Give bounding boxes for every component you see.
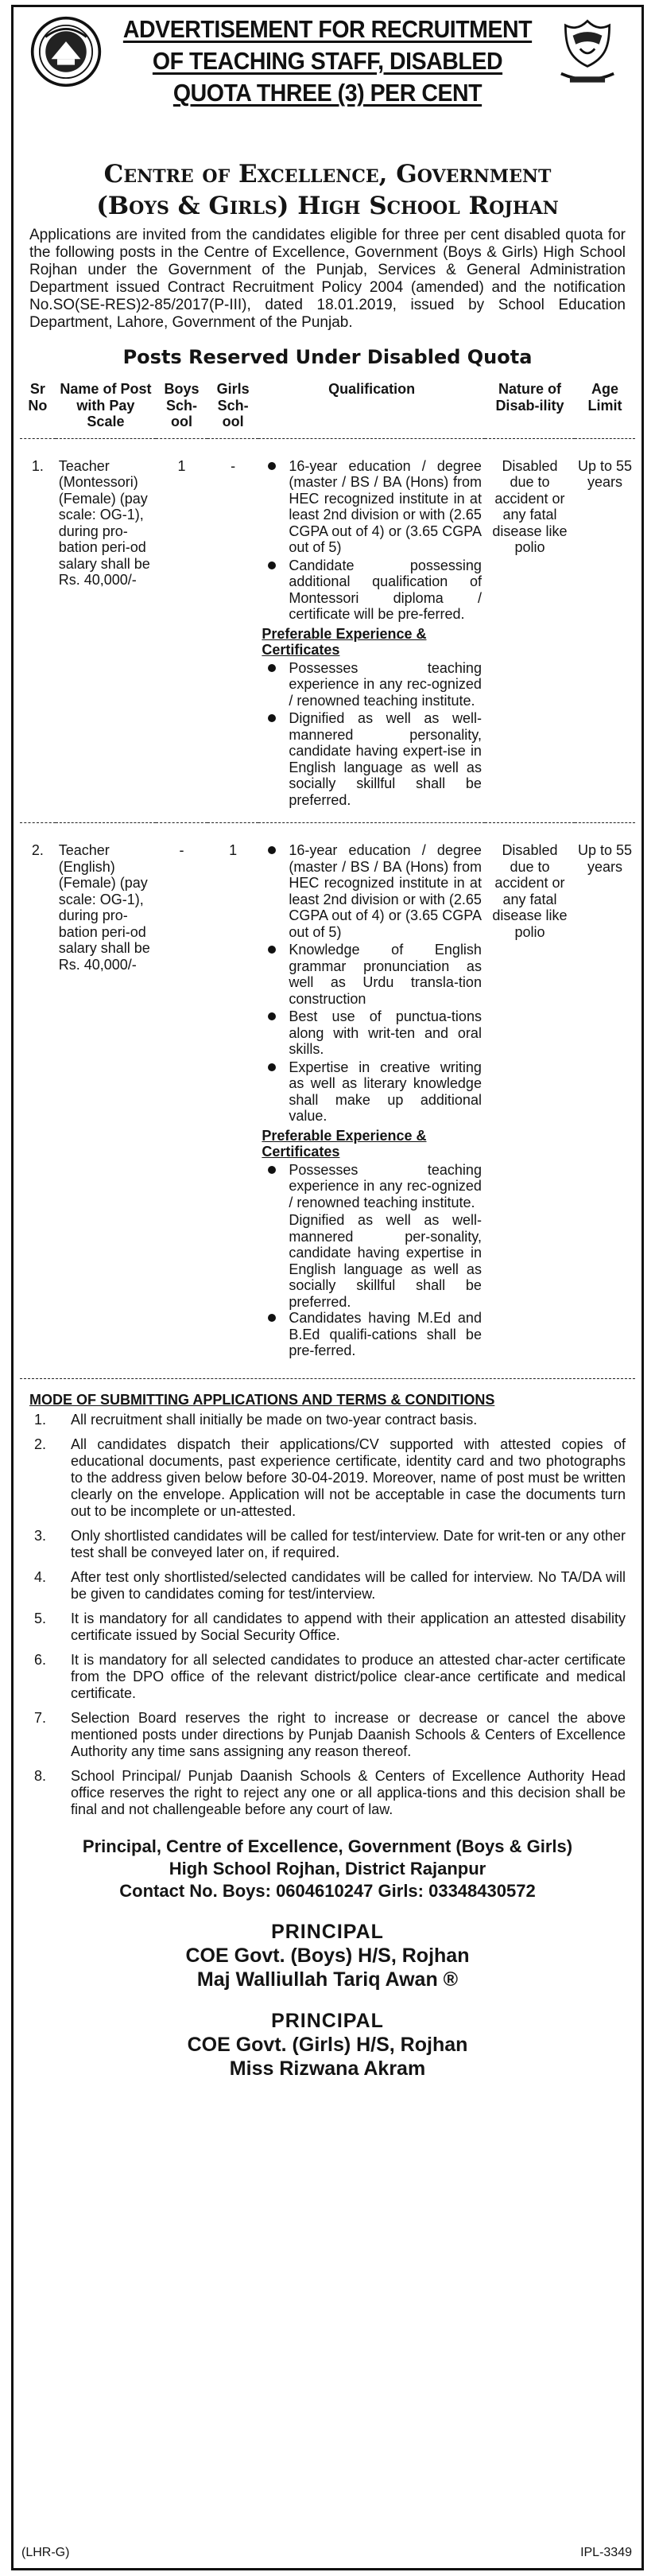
bullet-icon	[268, 1314, 276, 1322]
section-divider	[20, 1378, 635, 1379]
title-line-2: OF TEACHING STAFF, DISABLED	[152, 47, 503, 75]
contact-line-1: Principal, Centre of Excellence, Government (Boys & Girls)	[82, 1836, 573, 1856]
principal-school: COE Govt. (Boys) H/S, Rojhan	[185, 1944, 470, 1967]
terms-item: 4. After test only shortlisted/selected candidates will be called for interview. No TA/DA will be given to candidates coming for test/interview.	[34, 1568, 626, 1602]
col-header-qualification: Qualification	[258, 375, 485, 438]
preferable-heading: Preferable Experience & Certificates	[262, 1127, 427, 1160]
qualification-cell	[258, 438, 485, 823]
terms-item: 3. Only shortlisted candidates will be called for test/interview. Date for writ-ten or any other test shall be conveyed later on, if required.	[34, 1527, 626, 1560]
footer-code-left: (LHR-G)	[21, 2546, 70, 2559]
advertisement	[11, 5, 644, 2570]
girls-cell: -	[207, 438, 259, 823]
qualification-item: Best use of punctua-tions along with writ-ten and oral skills.	[262, 1008, 482, 1058]
sr-cell: 1.	[20, 438, 56, 823]
age-cell: Up to 55 years	[577, 842, 633, 875]
preferable-item: Candidates having M.Ed and B.Ed qualifi-cations shall be pre-ferred.	[262, 1310, 482, 1359]
boys-cell: -	[179, 842, 184, 858]
posts-table	[20, 375, 635, 1367]
bullet-icon	[268, 664, 276, 672]
preferable-heading: Preferable Experience & Certificates	[262, 625, 427, 658]
bullet-icon	[268, 946, 276, 954]
preferable-item: Possesses teaching experience in any rec-ognized / renowned teaching institute.	[262, 660, 482, 709]
preferable-item-continued: Dignified as well as well-mannered per-sonality, candidate having expertise in English language as well as socially skillful shall be preferred.	[289, 1212, 482, 1310]
terms-item: 1. All recruitment shall initially be made on two-year contract basis.	[34, 1411, 478, 1428]
col-header-sr: Sr No	[20, 375, 56, 438]
terms-item: 7. Selection Board reserves the right to increase or decrease or cancel the above mentioned posts under directions by Punjab Daanish Schools & Centers of Excellence Authority any time sans assigning any reason thereof.	[34, 1709, 626, 1759]
terms-item: 2. All candidates dispatch their applications/CV supported with attested copies of educational documents, past experience certificate, identity card and two photographs to the address given below before 30-04-2019. Moreover, name of post must be written clearly on the envelope. Application will not be acceptable in case the documents turn out to be incomplete or un-attested.	[34, 1436, 626, 1519]
col-header-nature: Nature of Disab-ility	[485, 375, 575, 438]
title-line-3: QUOTA THREE (3) PER CENT	[172, 79, 483, 107]
contact-line-3: Contact No. Boys: 0604610247 Girls: 03348430572	[119, 1880, 536, 1901]
boys-cell: 1	[156, 438, 207, 823]
principal-heading: PRINCIPAL	[271, 1920, 384, 1943]
table-row	[20, 823, 635, 1367]
age-cell: Up to 55 years	[575, 438, 635, 823]
qualification-item: Candidate possessing additional qualification of Montessori diploma / certificate will be pre-ferred.	[262, 558, 482, 623]
bullet-icon	[268, 1063, 276, 1071]
nature-cell: Disabled due to accident or any fatal disease like polio	[485, 438, 575, 823]
girls-cell: 1	[229, 842, 238, 858]
preferable-item: Possesses teaching experience in any rec-ognized / renowned teaching institute.	[262, 1162, 482, 1211]
col-header-age: Age Limit	[575, 375, 635, 438]
bullet-icon	[268, 561, 276, 569]
posts-title: Posts Reserved Under Disabled Quota	[122, 346, 533, 368]
title-line-1: ADVERTISEMENT FOR RECRUITMENT	[122, 15, 533, 43]
terms-list	[14, 1412, 641, 1818]
bullet-icon	[268, 1166, 276, 1174]
intro-paragraph: Applications are invited from the candidates eligible for three per cent disabled quota for the following posts in the Centre of Excellence, Government (Boys & Girls) High School Rojhan under the Government of the Punjab, Services & General Administration Department issued Contract Recruitment Policy 2004 (amended) and the notification No.SO(SE-RES)2-85/2017(P-III), dated 18.01.2019, issued by School Education Department, Lahore, Government of the Punjab.	[29, 227, 626, 331]
nature-cell: Disabled due to accident or any fatal disease like polio	[492, 842, 568, 940]
contact-line-2: High School Rojhan, District Rajanpur	[169, 1858, 486, 1879]
qualification-item: Knowledge of English grammar pronunciation as well as Urdu transla-tion construction	[262, 942, 482, 1007]
qualification-item: Expertise in creative writing as well as literary knowledge shall make up additional value.	[262, 1059, 482, 1125]
col-header-name: Name of Post with Pay Scale	[56, 375, 156, 438]
preferable-item: Dignified as well as well-mannered personality, candidate having expert-ise in English language as well as socially skillful shall be preferred.	[262, 710, 482, 808]
footer-code-right: IPL-3349	[580, 2546, 632, 2559]
sr-cell: 2.	[31, 842, 44, 858]
qualification-item: 16-year education / degree (master / BS / BA (Hons) from HEC recognized institute in at least 2nd division or with (2.65 CGPA out of 4) or (3.65 CGPA out of 5)	[262, 842, 482, 940]
principal-name: Miss Rizwana Akram	[229, 2057, 426, 2080]
post-name-cell: Teacher (English) (Female) (pay scale: OG-1), during pro-bation peri-od salary shall be Rs. 40,000/-	[58, 842, 150, 973]
contact-block	[14, 1836, 641, 1902]
punjab-government-emblem-icon	[551, 15, 624, 88]
qualification-cell	[258, 823, 485, 1367]
header	[14, 7, 641, 152]
post-name-cell: Teacher (Montessori) (Female) (pay scale: OG-1), during pro-bation peri-od salary shall be Rs. 40,000/-	[56, 438, 156, 823]
principal-girls-block	[14, 2009, 641, 2081]
school-name-line-2: (Boys & Girls) High School Rojhan	[96, 192, 559, 220]
terms-item: 5. It is mandatory for all candidates to append with their application an attested disability certificate issued by Social Security Office.	[34, 1610, 626, 1643]
mode-title: MODE OF SUBMITTING APPLICATIONS AND TERMS & CONDITIONS	[29, 1391, 495, 1408]
qualification-item: 16-year education / degree (master / BS / BA (Hons) from HEC recognized institute in at least 2nd division or with (2.65 CGPA out of 4) or (3.65 CGPA out of 5)	[262, 458, 482, 556]
bullet-icon	[268, 462, 276, 470]
bullet-icon	[268, 714, 276, 722]
terms-item: 6. It is mandatory for all selected candidates to produce an attested char-acter certificate from the DPO office of the relevant district/police clear-ance certificate and medical certificate.	[34, 1651, 626, 1701]
bullet-icon	[268, 1012, 276, 1020]
school-name-line-1: Centre of Excellence, Government	[103, 160, 552, 188]
bullet-icon	[268, 846, 276, 854]
col-header-boys: Boys Sch-ool	[156, 375, 207, 438]
table-header-row	[20, 375, 635, 438]
col-header-girls: Girls Sch-ool	[207, 375, 259, 438]
footer	[21, 2546, 632, 2560]
principal-name: Maj Walliullah Tariq Awan ®	[196, 1968, 459, 1991]
table-row	[20, 438, 635, 823]
principal-boys-block	[14, 1920, 641, 1991]
terms-item: 8. School Principal/ Punjab Daanish Schools & Centers of Excellence Authority Head office reserves the right to reject any one or all applica-tions and this decision shall be final and not challengeable before any court of law.	[34, 1767, 626, 1817]
principal-heading: PRINCIPAL	[271, 2009, 384, 2032]
principal-school: COE Govt. (Girls) H/S, Rojhan	[187, 2033, 468, 2056]
